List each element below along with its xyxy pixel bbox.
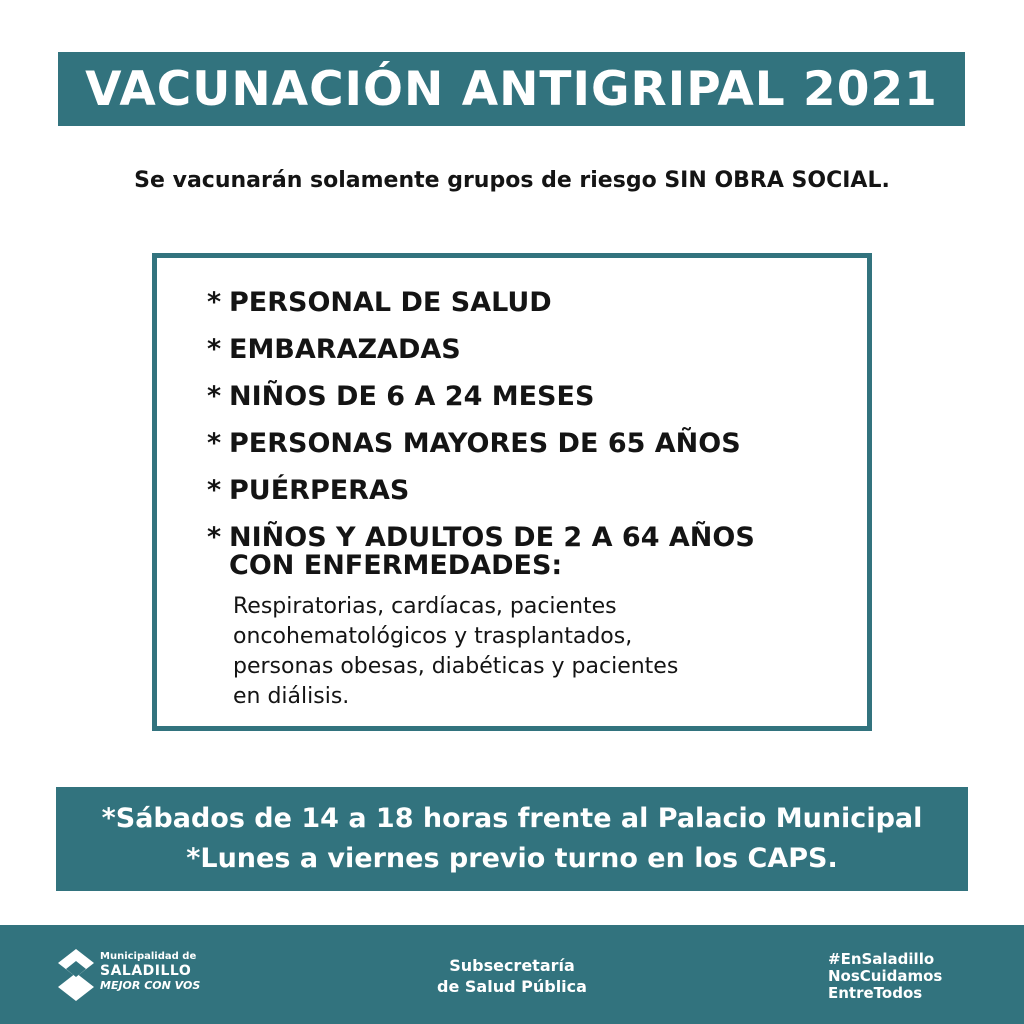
department-label — [412, 955, 612, 997]
details-line: personas obesas, diabéticas y pacientes — [233, 654, 679, 679]
risk-groups-box — [152, 253, 872, 731]
subtitle: Se vacunarán solamente grupos de riesgo SIN OBRA SOCIAL. — [134, 168, 890, 193]
hashtag — [828, 951, 942, 1002]
hashtag-line: EntreTodos — [828, 984, 923, 1002]
list-item — [207, 428, 741, 460]
list-item — [207, 334, 461, 366]
list-item-label: NIÑOS Y ADULTOS DE 2 A 64 AÑOS — [229, 522, 755, 553]
department-line: Subsecretaría — [449, 956, 575, 975]
list-item-label: PUÉRPERAS — [229, 475, 410, 506]
list-item — [207, 287, 552, 319]
details-line: en diálisis. — [233, 684, 350, 709]
list-item — [207, 381, 594, 413]
hashtag-line: NosCuidamos — [828, 967, 943, 985]
logo-name: SALADILLO — [100, 963, 192, 979]
saladillo-logo-icon — [56, 947, 96, 1003]
list-item — [207, 475, 409, 507]
schedule-banner — [56, 787, 968, 891]
bullet: * — [207, 522, 222, 553]
bullet: * — [207, 428, 222, 459]
title-banner — [58, 52, 965, 126]
bullet: * — [207, 287, 222, 318]
hashtag-line: #EnSaladillo — [828, 950, 935, 968]
schedule-line-saturday: *Sábados de 14 a 18 horas frente al Palacio Municipal — [101, 803, 923, 834]
page-title: VACUNACIÓN ANTIGRIPAL 2021 — [85, 61, 938, 117]
list-item-continuation: CON ENFERMEDADES: — [229, 550, 563, 581]
details-line: oncohematológicos y trasplantados, — [233, 624, 633, 649]
list-item-label: PERSONAL DE SALUD — [229, 287, 552, 318]
logo-small-text: Municipalidad de — [100, 951, 197, 962]
schedule-line-weekdays: *Lunes a viernes previo turno en los CAPS. — [186, 843, 838, 874]
logo-tagline: MEJOR CON VOS — [100, 979, 201, 992]
details-line: Respiratorias, cardíacas, pacientes — [233, 594, 617, 619]
list-item-label: EMBARAZADAS — [229, 334, 461, 365]
footer — [0, 925, 1024, 1024]
municipality-logo — [100, 951, 200, 992]
bullet: * — [207, 334, 222, 365]
bullet: * — [207, 381, 222, 412]
list-item-label: NIÑOS DE 6 A 24 MESES — [229, 381, 595, 412]
conditions-details — [233, 592, 853, 712]
bullet: * — [207, 475, 222, 506]
list-item-label: PERSONAS MAYORES DE 65 AÑOS — [229, 428, 741, 459]
department-line: de Salud Pública — [437, 977, 587, 996]
